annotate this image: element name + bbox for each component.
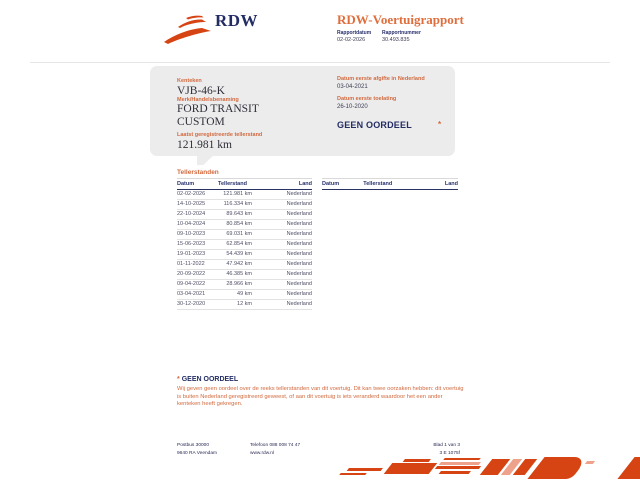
table-row — [177, 209, 312, 219]
footer-graphic — [338, 455, 640, 480]
graphic-stripe — [617, 457, 640, 479]
table-cell: 03-04-2021 — [177, 289, 218, 299]
report-number-value: 30.493.835 — [382, 37, 410, 43]
verdict-badge: GEEN OORDEEL — [337, 120, 412, 130]
table-cell: Nederland — [252, 239, 312, 249]
footer-address-line2: 9640 RA Veendam — [177, 451, 218, 456]
table-cell: Nederland — [252, 189, 312, 199]
graphic-stripe — [439, 462, 481, 465]
table-cell: 02-02-2026 — [177, 189, 218, 199]
footer-form-code: 3 E 1075f — [439, 451, 460, 456]
column-header-datum: Datum — [177, 179, 218, 190]
first-issue-label: Datum eerste afgifte in Nederland — [337, 76, 425, 82]
table-cell: Nederland — [252, 219, 312, 229]
table-cell: 15-06-2023 — [177, 239, 218, 249]
license-plate-label: Kenteken — [177, 78, 202, 84]
table-cell: 12 km — [218, 299, 252, 309]
table-cell: 30-12-2020 — [177, 299, 218, 309]
column-header-tellerstand: Tellerstand — [218, 179, 252, 190]
verdict-asterisk: * — [438, 120, 442, 129]
footer-website: www.rdw.nl — [250, 451, 274, 456]
make-label: Merk/Handelsbenaming — [177, 97, 239, 103]
graphic-stripe — [527, 457, 588, 479]
table-row — [177, 239, 312, 249]
table-cell: 49 km — [218, 289, 252, 299]
first-admission-label: Datum eerste toelating — [337, 96, 397, 102]
table-cell: Nederland — [252, 279, 312, 289]
odometer-table-title: Tellerstanden — [177, 169, 219, 176]
table-row — [177, 229, 312, 239]
vehicle-summary-card — [150, 66, 455, 156]
table-row — [177, 269, 312, 279]
table-row — [177, 299, 312, 309]
table-cell: 20-09-2022 — [177, 269, 218, 279]
footer-page-number: Blad 1 van 3 — [433, 443, 460, 448]
footnote-title-row — [177, 376, 238, 383]
table-cell: 09-04-2022 — [177, 279, 218, 289]
table-row — [177, 219, 312, 229]
first-issue-value: 03-04-2021 — [337, 84, 368, 90]
footnote-body: Wij geven geen oordeel over de reeks tellerstanden van dit voertuig. Dit kan twee oorzaken hebben: dit voertuig is buiten Nederland geregistreerd geweest, of aan dit voertuig is iets veranderd waardoor het een ander kenteken heeft gekregen. — [177, 386, 464, 408]
table-cell: 01-11-2022 — [177, 259, 218, 269]
odometer-table-right — [322, 178, 458, 190]
table-row — [177, 289, 312, 299]
column-header-land: Land — [398, 179, 458, 190]
odometer-table-left — [177, 178, 312, 310]
table-cell: 46.385 km — [218, 269, 252, 279]
logo-wordmark: RDW — [215, 11, 259, 30]
graphic-stripe — [435, 466, 481, 469]
column-header-datum: Datum — [322, 179, 363, 190]
table-cell: 09-10-2023 — [177, 229, 218, 239]
first-admission-value: 26-10-2020 — [337, 104, 368, 110]
table-row — [177, 199, 312, 209]
table-cell: 28.966 km — [218, 279, 252, 289]
odometer-value: 121.981 km — [177, 139, 232, 151]
graphic-stripe — [439, 471, 471, 474]
table-row — [177, 189, 312, 199]
table-cell: 54.439 km — [218, 249, 252, 259]
report-date-label: Rapportdatum — [337, 30, 372, 36]
table-cell: Nederland — [252, 259, 312, 269]
table-cell: 22-10-2024 — [177, 209, 218, 219]
rdw-bird-logo-icon — [163, 15, 213, 45]
table-cell: 89.643 km — [218, 209, 252, 219]
footer-address — [177, 442, 217, 458]
table-cell: Nederland — [252, 199, 312, 209]
column-header-tellerstand: Tellerstand — [363, 179, 397, 190]
table-row — [177, 249, 312, 259]
table-row — [177, 259, 312, 269]
footnote-title: GEEN OORDEEL — [181, 376, 239, 383]
graphic-stripe — [585, 461, 595, 464]
table-cell: Nederland — [252, 269, 312, 279]
table-cell: 47.942 km — [218, 259, 252, 269]
footer-address-line1: Postbus 30000 — [177, 443, 210, 448]
graphic-stripe — [384, 463, 438, 474]
table-cell: 10-04-2024 — [177, 219, 218, 229]
table-header-row — [322, 179, 458, 190]
page-title: RDW-Voertuigrapport — [337, 12, 464, 27]
table-cell: 62.854 km — [218, 239, 252, 249]
license-plate-value: VJB-46-K — [177, 85, 225, 97]
footnote-asterisk: * — [177, 376, 180, 383]
table-header-row — [177, 179, 312, 190]
table-cell: Nederland — [252, 289, 312, 299]
table-row — [177, 279, 312, 289]
table-cell: 121.981 km — [218, 189, 252, 199]
card-tail-shape — [197, 154, 215, 165]
table-cell: Nederland — [252, 249, 312, 259]
graphic-stripe — [347, 468, 383, 471]
make-line2: CUSTOM — [177, 116, 225, 128]
table-cell: 80.854 km — [218, 219, 252, 229]
graphic-stripe — [403, 459, 431, 462]
table-cell: Nederland — [252, 299, 312, 309]
odometer-label: Laatst geregistreerde tellerstand — [177, 132, 263, 138]
report-date-value: 02-02-2026 — [337, 37, 366, 43]
table-cell: 14-10-2025 — [177, 199, 218, 209]
column-header-land: Land — [252, 179, 312, 190]
table-cell: 19-01-2023 — [177, 249, 218, 259]
footer-contact — [250, 442, 300, 458]
report-number-label: Rapportnummer — [382, 30, 421, 36]
header-divider — [30, 62, 610, 63]
table-cell: 69.031 km — [218, 229, 252, 239]
graphic-stripe — [443, 458, 481, 460]
make-line1: FORD TRANSIT — [177, 103, 259, 115]
table-cell: 116.334 km — [218, 199, 252, 209]
table-cell: Nederland — [252, 209, 312, 219]
graphic-stripe — [339, 473, 367, 475]
footer-phone: Telefoon 088 008 74 47 — [250, 443, 301, 448]
table-cell: Nederland — [252, 229, 312, 239]
